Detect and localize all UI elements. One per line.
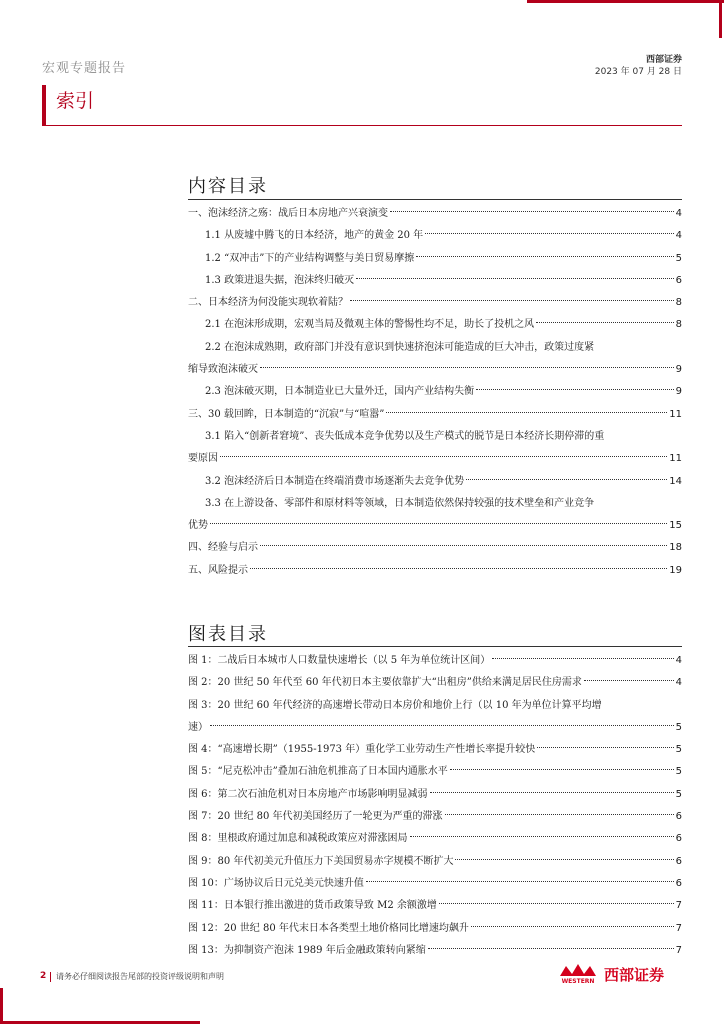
toc-entry[interactable] bbox=[188, 537, 682, 559]
dot-leader bbox=[537, 747, 673, 748]
toc-entry[interactable] bbox=[188, 560, 682, 582]
figure-entry-text: 图 4：“高速增长期”（1955-1973 年）重化学工业劳动生产性增长率提升较快 bbox=[188, 744, 536, 756]
dot-leader bbox=[466, 479, 667, 480]
figure-entry-text: 图 13：为抑制资产泡沫 1989 年后金融政策转向紧缩 bbox=[188, 944, 426, 956]
figures-heading: 图表目录 bbox=[188, 624, 268, 645]
dot-leader bbox=[428, 948, 674, 949]
logo-mark-text: WESTERN bbox=[561, 978, 595, 985]
corner-decoration-bottom-vertical bbox=[0, 988, 3, 1024]
dot-leader bbox=[350, 300, 674, 301]
toc-entry-text-cont: 缩导致泡沫破灭 bbox=[188, 364, 258, 376]
figure-entry-text: 图 12：20 世纪 80 年代末日本各类型土地价格同比增速均飙升 bbox=[188, 922, 469, 934]
toc-entry[interactable] bbox=[188, 314, 682, 336]
toc-entry-page: 5 bbox=[675, 252, 682, 264]
toc-entry-text-cont: 要原因 bbox=[188, 453, 218, 465]
figure-entry[interactable] bbox=[188, 672, 682, 694]
toc-entry[interactable] bbox=[188, 203, 682, 225]
figure-entry[interactable] bbox=[188, 650, 682, 672]
figure-entry[interactable] bbox=[188, 761, 682, 783]
figure-entry-text: 图 5：“尼克松冲击”叠加石油危机推高了日本国内通胀水平 bbox=[188, 766, 448, 778]
figure-entry-page: 6 bbox=[675, 811, 682, 823]
dot-leader bbox=[430, 792, 674, 793]
figure-entry[interactable] bbox=[188, 895, 682, 917]
dot-leader bbox=[445, 814, 674, 815]
toc-entry-text: 2.2 在泡沫成熟期，政府部门并没有意识到快速挤泡沫可能造成的巨大冲击，政策过度紧 bbox=[205, 341, 595, 353]
figure-entry-page: 7 bbox=[675, 900, 682, 912]
toc-entry-page: 11 bbox=[669, 408, 682, 420]
dot-leader bbox=[410, 836, 674, 837]
section-accent-bar bbox=[42, 85, 46, 125]
figures-heading-rule bbox=[188, 646, 682, 647]
toc-entry-text: 一、泡沫经济之殇：战后日本房地产兴衰演变 bbox=[188, 208, 388, 219]
figure-entry[interactable] bbox=[188, 806, 682, 828]
company-name: 西部证券 bbox=[645, 55, 682, 65]
toc-entry-page: 6 bbox=[675, 274, 682, 286]
figure-entry[interactable] bbox=[188, 918, 682, 940]
figure-entry-page: 7 bbox=[675, 944, 682, 956]
toc-entry-text: 1.2 “双冲击”下的产业结构调整与美日贸易摩擦 bbox=[205, 252, 415, 264]
dot-leader bbox=[471, 926, 674, 927]
figure-entry-page: 5 bbox=[675, 766, 682, 778]
report-date: 2023 年 07 月 28 日 bbox=[594, 67, 682, 77]
toc-entry-page: 14 bbox=[669, 475, 682, 487]
dot-leader bbox=[220, 456, 667, 457]
figure-entry-text: 图 7：20 世纪 80 年代初美国经历了一轮更为严重的滞涨 bbox=[188, 811, 443, 823]
dot-leader bbox=[492, 658, 673, 659]
toc-entry[interactable] bbox=[188, 404, 682, 426]
figure-entry[interactable] bbox=[188, 873, 682, 895]
footer-disclaimer: 请务必仔细阅读报告尾部的投资评级说明和声明 bbox=[56, 972, 224, 981]
figure-entry[interactable] bbox=[188, 828, 682, 850]
dot-leader bbox=[439, 903, 674, 904]
toc-entry-text: 3.2 泡沫经济后日本制造在终端消费市场逐渐失去竞争优势 bbox=[205, 475, 465, 487]
dot-leader bbox=[366, 881, 674, 882]
dot-leader bbox=[584, 680, 674, 681]
figure-entry[interactable] bbox=[188, 940, 682, 962]
toc-entry-text-cont: 优势 bbox=[188, 520, 208, 532]
figure-entry-page: 5 bbox=[675, 721, 682, 733]
toc-entry-page: 8 bbox=[675, 319, 682, 331]
toc-entry[interactable] bbox=[188, 471, 682, 493]
dot-leader bbox=[476, 389, 674, 390]
figure-entry[interactable] bbox=[188, 695, 682, 740]
dot-leader bbox=[416, 256, 673, 257]
dot-leader bbox=[455, 859, 673, 860]
figure-entry-text: 图 2：20 世纪 50 年代至 60 年代初日本主要依靠扩大“出租房”供给来满足居民住房需求 bbox=[188, 677, 582, 689]
section-divider bbox=[42, 125, 682, 126]
dot-leader bbox=[250, 568, 667, 569]
western-logo-icon bbox=[556, 962, 600, 986]
dot-leader bbox=[536, 322, 674, 323]
toc-entry-text: 三、30 载回眸，日本制造的“沉寂”与“喧嚣” bbox=[188, 408, 385, 420]
figure-entry-text: 图 11：日本银行推出激进的货币政策导致 M2 余额激增 bbox=[188, 900, 437, 912]
dot-leader bbox=[356, 278, 674, 279]
toc-entry-text: 四、经验与启示 bbox=[188, 542, 258, 554]
figure-entry-text-cont: 速） bbox=[188, 721, 208, 733]
page-number: 2 bbox=[40, 971, 47, 981]
toc-entry[interactable] bbox=[188, 270, 682, 292]
dot-leader bbox=[210, 523, 667, 524]
figure-entry-text: 图 1：二战后日本城市人口数量快速增长（以 5 年为单位统计区间） bbox=[188, 655, 491, 666]
figure-entry-page: 4 bbox=[675, 677, 682, 689]
section-title: 索引 bbox=[56, 90, 95, 112]
toc-entry-text: 2.3 泡沫破灭期，日本制造业已大量外迁，国内产业结构失衡 bbox=[205, 386, 475, 398]
figure-entry-page: 6 bbox=[675, 877, 682, 889]
toc-entry[interactable] bbox=[188, 381, 682, 403]
figure-entry[interactable] bbox=[188, 784, 682, 806]
toc-entry[interactable] bbox=[188, 292, 682, 314]
footer-separator bbox=[50, 972, 51, 982]
toc-entry-page: 18 bbox=[669, 542, 682, 554]
figure-entry-page: 6 bbox=[675, 833, 682, 845]
report-type: 宏观专题报告 bbox=[42, 61, 127, 76]
corner-decoration-top bbox=[527, 0, 724, 3]
toc-entry[interactable] bbox=[188, 225, 682, 247]
toc-heading: 内容目录 bbox=[188, 176, 268, 197]
dot-leader bbox=[386, 412, 667, 413]
dot-leader bbox=[390, 211, 674, 212]
figure-entry-text: 图 8：里根政府通过加息和减税政策应对滞涨困局 bbox=[188, 833, 408, 845]
dot-leader bbox=[260, 545, 667, 546]
toc-entry-text: 2.1 在泡沫形成期，宏观当局及微观主体的警惕性均不足，助长了投机之风 bbox=[205, 319, 535, 331]
toc-entry-text: 3.3 在上游设备、零部件和原材料等领域，日本制造依然保持较强的技术壁垒和产业竞争 bbox=[205, 497, 595, 509]
figure-entry-text: 图 3：20 世纪 60 年代经济的高速增长带动日本房价和地价上行（以 10 年为单位计算平均增 bbox=[188, 699, 602, 711]
toc-entry[interactable] bbox=[188, 248, 682, 270]
figure-entry-text: 图 9：80 年代初美元升值压力下美国贸易赤字规模不断扩大 bbox=[188, 855, 454, 867]
toc-entry-text: 1.3 政策进退失据，泡沫终归破灭 bbox=[205, 274, 355, 286]
toc-list bbox=[188, 203, 682, 582]
toc-entry-text: 3.1 陷入“创新者窘境”、丧失低成本竞争优势以及生产模式的脱节是日本经济长期停滞的重 bbox=[205, 430, 605, 442]
figure-entry-page: 5 bbox=[675, 788, 682, 800]
figures-list bbox=[188, 650, 682, 962]
figure-entry[interactable] bbox=[188, 851, 682, 873]
toc-entry-page: 4 bbox=[675, 230, 682, 242]
toc-entry-page: 4 bbox=[675, 208, 682, 219]
figure-entry[interactable] bbox=[188, 739, 682, 761]
toc-entry-page: 9 bbox=[675, 386, 682, 398]
toc-entry-text: 二、日本经济为何没能实现软着陆？ bbox=[188, 297, 348, 309]
toc-entry-page: 11 bbox=[669, 453, 682, 465]
toc-entry-text: 五、风险提示 bbox=[188, 564, 248, 576]
figure-entry-page: 4 bbox=[675, 655, 682, 666]
figure-entry-page: 5 bbox=[675, 744, 682, 756]
dot-leader bbox=[425, 233, 673, 234]
figure-entry-text: 图 10：广场协议后日元兑美元快速升值 bbox=[188, 877, 364, 889]
figure-entry-page: 7 bbox=[675, 922, 682, 934]
dot-leader bbox=[260, 367, 674, 368]
toc-entry-page: 9 bbox=[675, 364, 682, 376]
figure-entry-page: 6 bbox=[675, 855, 682, 867]
toc-entry[interactable] bbox=[188, 337, 682, 382]
dot-leader bbox=[210, 725, 674, 726]
figure-entry-text: 图 6：第二次石油危机对日本房地产市场影响明显减弱 bbox=[188, 788, 428, 800]
corner-decoration-top-vertical bbox=[719, 0, 722, 38]
toc-entry[interactable] bbox=[188, 493, 682, 538]
toc-entry-page: 8 bbox=[675, 297, 682, 309]
dot-leader bbox=[450, 769, 674, 770]
toc-entry[interactable] bbox=[188, 426, 682, 471]
toc-entry-page: 15 bbox=[669, 520, 682, 532]
logo-text: 西部证券 bbox=[604, 966, 665, 984]
toc-heading-rule bbox=[188, 199, 682, 200]
toc-entry-page: 19 bbox=[669, 564, 682, 576]
toc-entry-text: 1.1 从废墟中腾飞的日本经济，地产的黄金 20 年 bbox=[205, 230, 424, 242]
